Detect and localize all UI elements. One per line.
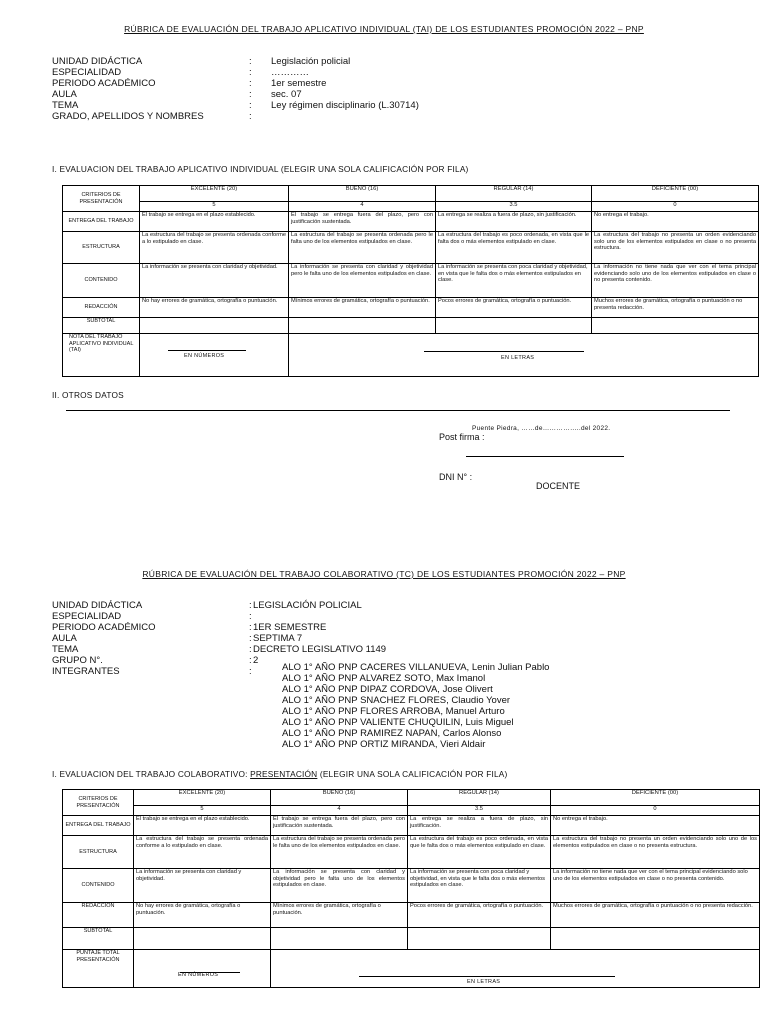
table-cell[interactable]: Pocos errores de gramática, ortografía o puntuación. — [408, 903, 551, 928]
subtotal-cell[interactable] — [592, 318, 759, 334]
table-cell[interactable]: La información se presenta con claridad y objetividad pero le falta uno de los elementos estipulados en clase. — [271, 869, 408, 903]
info-row: GRADO, APELLIDOS Y NOMBRES : — [52, 111, 252, 122]
info-value: SEPTIMA 7 — [253, 633, 303, 644]
info-label: ESPECIALIDAD — [52, 67, 122, 78]
members-list — [282, 662, 549, 750]
table-cell[interactable]: La información se presenta con poca claridad y objetividad, en vista que le falta dos o más elementos estipulados en clase. — [408, 869, 551, 903]
en-letras-label: EN LETRAS — [501, 355, 535, 361]
table-row — [63, 836, 760, 869]
rubric1-section-title: I. EVALUACION DEL TRABAJO APLICATIVO INDIVIDUAL (ELEGIR UNA SOLA CALIFICACIÓN POR FILA) — [52, 164, 469, 174]
info-value: LEGISLACIÓN POLICIAL — [253, 600, 362, 611]
subtotal-cell[interactable] — [140, 318, 289, 334]
table-cell[interactable]: La información se presenta con poca claridad y objetividad, en vista que le falta dos o más elementos estipulados en clase. — [436, 264, 592, 298]
score-cell: 5 — [134, 806, 271, 816]
header-row — [63, 790, 760, 806]
note-letters-cell[interactable] — [271, 950, 760, 988]
subtotal-label: SUBTOTAL — [63, 928, 134, 950]
info-label: UNIDAD DIDÁCTICA — [52, 600, 143, 611]
table-cell[interactable]: No hay errores de gramática, ortografía o puntuación. — [140, 298, 289, 318]
score-cell: 3.5 — [436, 202, 592, 212]
criterion-cell: ENTREGA DEL TRABAJO — [63, 212, 140, 232]
table-cell[interactable]: La estructura del trabajo es poco ordenada, en vista que le falta dos o más elementos estipulado en clase. — [436, 232, 592, 264]
note-numbers-cell[interactable] — [134, 950, 271, 988]
table-cell[interactable]: La estructura del trabajo se presenta ordenada conforme a lo estipulado en clase. — [140, 232, 289, 264]
table-cell[interactable]: La información no tiene nada que ver con el tema principal evidenciando solo uno de los elementos estipulados en clase o no presenta contenido. — [592, 264, 759, 298]
header-cell: EXCELENTE (20) — [134, 790, 271, 806]
table-row — [63, 903, 760, 928]
info-label: TEMA — [52, 644, 79, 655]
info-value: 2 — [253, 655, 259, 666]
info-label: AULA — [52, 633, 77, 644]
info-row: UNIDAD DIDÁCTICA : LEGISLACIÓN POLICIAL — [52, 600, 362, 611]
criterion-cell: REDACCIÓN — [63, 903, 134, 928]
note-label: NOTA DEL TRABAJO APLICATIVO INDIVIDUAL (TAI) — [63, 334, 140, 377]
rubric2-section-title — [52, 769, 507, 779]
subtotal-cell[interactable] — [436, 318, 592, 334]
score-cell: 0 — [551, 806, 760, 816]
info-row: PERIODO ACADÉMICO : 1er semestre — [52, 78, 327, 89]
note-row — [63, 950, 760, 988]
rubric1-title: RÚBRICA DE EVALUACIÓN DEL TRABAJO APLICATIVO INDIVIDUAL (TAI) DE LOS ESTUDIANTES PROMOCIÓN 2022 – PNP — [124, 24, 644, 34]
dni: DNI N° : — [439, 472, 473, 482]
table-cell[interactable]: No hay errores de gramática, ortografía o puntuación. — [134, 903, 271, 928]
rubric1-info — [52, 56, 419, 122]
info-value: ………… — [271, 67, 309, 78]
member-item: ALO 1° AÑO PNP SNACHEZ FLORES, Claudio Yover — [282, 695, 511, 706]
subtotal-cell[interactable] — [271, 928, 408, 950]
table-cell[interactable]: El trabajo se entrega fuera del plazo, pero con justificación sustentada. — [289, 212, 436, 232]
score-cell: 0 — [592, 202, 759, 212]
info-row: AULA : SEPTIMA 7 — [52, 633, 303, 644]
section-title-emphasis: PRESENTACIÓN — [250, 769, 318, 779]
en-numeros-label: EN NÚMEROS — [184, 353, 225, 359]
table-cell[interactable]: La información se presenta con claridad y objetividad. — [134, 869, 271, 903]
score-row — [63, 806, 760, 816]
info-value: 1ER SEMESTRE — [253, 622, 327, 633]
table-row — [63, 212, 759, 232]
info-row: PERIODO ACADÉMICO : 1ER SEMESTRE — [52, 622, 327, 633]
table-cell[interactable]: La estructura del trabajo es poco ordenada, en vista que le falta dos o más elementos estipulado en clase. — [408, 836, 551, 869]
info-label: GRUPO N°. — [52, 655, 103, 666]
header-cell: REGULAR (14) — [436, 186, 592, 202]
info-value: Ley régimen disciplinario (L.30714) — [271, 100, 419, 111]
info-row: UNIDAD DIDÁCTICA : Legislación policial — [52, 56, 351, 67]
info-label: PERIODO ACADÉMICO — [52, 622, 156, 633]
header-cell: BUENO (16) — [271, 790, 408, 806]
criterion-cell: CONTENIDO — [63, 264, 140, 298]
info-row: ESPECIALIDAD : — [52, 611, 252, 622]
header-cell: EXCELENTE (20) — [140, 186, 289, 202]
header-cell: DEFICIENTE (00) — [551, 790, 760, 806]
table-cell[interactable]: Mínimos errores de gramática, ortografía o puntuación. — [271, 903, 408, 928]
en-numeros-label: EN NÚMEROS — [178, 972, 219, 978]
table-cell[interactable]: La información no tiene nada que ver con el tema principal evidenciando solo uno de los elementos estipulados en clase o no presenta contenido. — [551, 869, 760, 903]
info-row: TEMA : DECRETO LEGISLATIVO 1149 — [52, 644, 387, 655]
subtotal-cell[interactable] — [289, 318, 436, 334]
place-date: Puente Piedra, ……de……………..del 2022. — [472, 425, 611, 432]
subtotal-cell[interactable] — [551, 928, 760, 950]
info-value: sec. 07 — [271, 89, 302, 100]
en-letras-label: EN LETRAS — [467, 979, 501, 985]
table-row — [63, 869, 760, 903]
table-cell[interactable]: La estructura del trabajo no presenta un orden evidenciando solo uno de los elementos estipulados en clase o no presenta estructura. — [551, 836, 760, 869]
criterion-cell: ESTRUCTURA — [63, 836, 134, 869]
member-item: ALO 1° AÑO PNP DIPAZ CORDOVA, Jose Olivert — [282, 684, 493, 695]
table-cell[interactable]: Muchos errores de gramática, ortografía o puntuación o no presenta redacción. — [592, 298, 759, 318]
info-value: Legislación policial — [271, 56, 351, 67]
section-title-part: I. EVALUACION DEL TRABAJO COLABORATIVO: — [52, 769, 251, 779]
score-cell: 5 — [140, 202, 289, 212]
member-item: ALO 1° AÑO PNP RAMIREZ NAPAN, Carlos Alonso — [282, 728, 502, 739]
info-label: TEMA — [52, 100, 79, 111]
info-row: TEMA : Ley régimen disciplinario (L.30714) — [52, 100, 419, 111]
table-row — [63, 264, 759, 298]
docente: DOCENTE — [536, 481, 581, 491]
note-letters-cell[interactable] — [289, 334, 759, 377]
header-cell: BUENO (16) — [289, 186, 436, 202]
header-cell: DEFICIENTE (00) — [592, 186, 759, 202]
table-cell[interactable]: Muchos errores de gramática, ortografía o puntuación o no presenta redacción. — [551, 903, 760, 928]
otros-datos-line — [66, 410, 730, 411]
note-numbers-cell[interactable] — [140, 334, 289, 377]
table-cell[interactable]: La estructura del trabajo se presenta ordenada pero le falta uno de los elementos estipulados en clase. — [289, 232, 436, 264]
member-item: ALO 1° AÑO PNP FLORES ARROBA, Manuel Arturo — [282, 706, 505, 717]
corner-cell: CRITERIOS DE PRESENTACIÓN — [63, 790, 134, 816]
criterion-cell: ESTRUCTURA — [63, 232, 140, 264]
table-cell[interactable]: La estructura del trabajo no presenta un orden evidenciando solo uno de los elementos estipulados en clase o no presenta estructura. — [592, 232, 759, 264]
info-label: GRADO, APELLIDOS Y NOMBRES — [52, 111, 204, 122]
table-cell[interactable]: Mínimos errores de gramática, ortografía o puntuación. — [289, 298, 436, 318]
criterion-cell: ENTREGA DEL TRABAJO — [63, 816, 134, 836]
subtotal-cell[interactable] — [408, 928, 551, 950]
table-cell[interactable]: La información se presenta con claridad y objetividad pero le falta uno de los elementos estipulados en clase. — [289, 264, 436, 298]
post-firma: Post firma : — [439, 432, 485, 442]
criterion-cell: CONTENIDO — [63, 869, 134, 903]
note-row — [63, 334, 759, 377]
rubric2-title: RÚBRICA DE EVALUACIÓN DEL TRABAJO COLABORATIVO (TC) DE LOS ESTUDIANTES PROMOCIÓN 2022 – PNP — [142, 569, 626, 579]
member-item: ALO 1° AÑO PNP ORTIZ MIRANDA, Vieri Aldair — [282, 739, 486, 750]
info-row: GRUPO N°. : 2 — [52, 655, 259, 666]
info-label: PERIODO ACADÉMICO — [52, 78, 156, 89]
score-cell: 4 — [289, 202, 436, 212]
table-row — [63, 816, 760, 836]
subtotal-cell[interactable] — [134, 928, 271, 950]
table-row — [63, 298, 759, 318]
table-row — [63, 232, 759, 264]
member-item: ALO 1° AÑO PNP ALVAREZ SOTO, Max Imanol — [282, 673, 486, 684]
table-cell[interactable]: La estructura del trabajo se presenta ordenada conforme a lo estipulado en clase. — [134, 836, 271, 869]
subtotal-row — [63, 318, 759, 334]
subtotal-label: SUBTOTAL — [63, 318, 140, 334]
signature-line — [466, 456, 624, 457]
corner-cell: CRITERIOS DE PRESENTACIÓN — [63, 186, 140, 212]
table-cell[interactable]: No entrega el trabajo. — [551, 816, 760, 836]
member-item: ALO 1° AÑO PNP CACERES VILLANUEVA, Lenin Julian Pablo — [282, 662, 550, 673]
score-cell: 3.5 — [408, 806, 551, 816]
info-row: AULA : sec. 07 — [52, 89, 302, 100]
rubric1-table — [62, 185, 759, 377]
section-title-part: (ELEGIR UNA SOLA CALIFICACIÓN POR FILA) — [317, 769, 508, 779]
info-row: INTEGRANTES : — [52, 666, 252, 677]
table-cell[interactable]: El trabajo se entrega en el plazo establecido. — [134, 816, 271, 836]
info-label: AULA — [52, 89, 77, 100]
header-cell: REGULAR (14) — [408, 790, 551, 806]
info-label: ESPECIALIDAD — [52, 611, 122, 622]
note-label: PUNTAJE TOTAL PRESENTACIÓN — [63, 950, 134, 988]
member-item: ALO 1° AÑO PNP VALIENTE CHUQUILIN, Luis Miguel — [282, 717, 514, 728]
table-cell[interactable]: El trabajo se entrega en el plazo establecido. — [140, 212, 289, 232]
otros-datos-title: II. OTROS DATOS — [52, 390, 124, 400]
header-row — [63, 186, 759, 202]
table-cell[interactable]: La estructura del trabajo se presenta ordenada pero le falta uno de los elementos estipulados en clase. — [271, 836, 408, 869]
rubric2-table — [62, 789, 760, 988]
table-cell[interactable]: Pocos errores de gramática, ortografía o puntuación. — [436, 298, 592, 318]
table-cell[interactable]: El trabajo se entrega fuera del plazo, pero con justificación sustentada. — [271, 816, 408, 836]
info-label: UNIDAD DIDÁCTICA — [52, 56, 143, 67]
info-value: DECRETO LEGISLATIVO 1149 — [253, 644, 387, 655]
info-value: 1er semestre — [271, 78, 327, 89]
subtotal-row — [63, 928, 760, 950]
table-cell[interactable]: No entrega el trabajo. — [592, 212, 759, 232]
table-cell[interactable]: La entrega se realiza a fuera de plazo, sin justificación. — [408, 816, 551, 836]
info-row: ESPECIALIDAD : ………… — [52, 67, 309, 78]
info-label: INTEGRANTES — [52, 666, 120, 677]
score-row — [63, 202, 759, 212]
table-cell[interactable]: La entrega se realiza a fuera de plazo, sin justificación. — [436, 212, 592, 232]
criterion-cell: REDACCIÓN — [63, 298, 140, 318]
table-cell[interactable]: La información se presenta con claridad y objetividad. — [140, 264, 289, 298]
score-cell: 4 — [271, 806, 408, 816]
